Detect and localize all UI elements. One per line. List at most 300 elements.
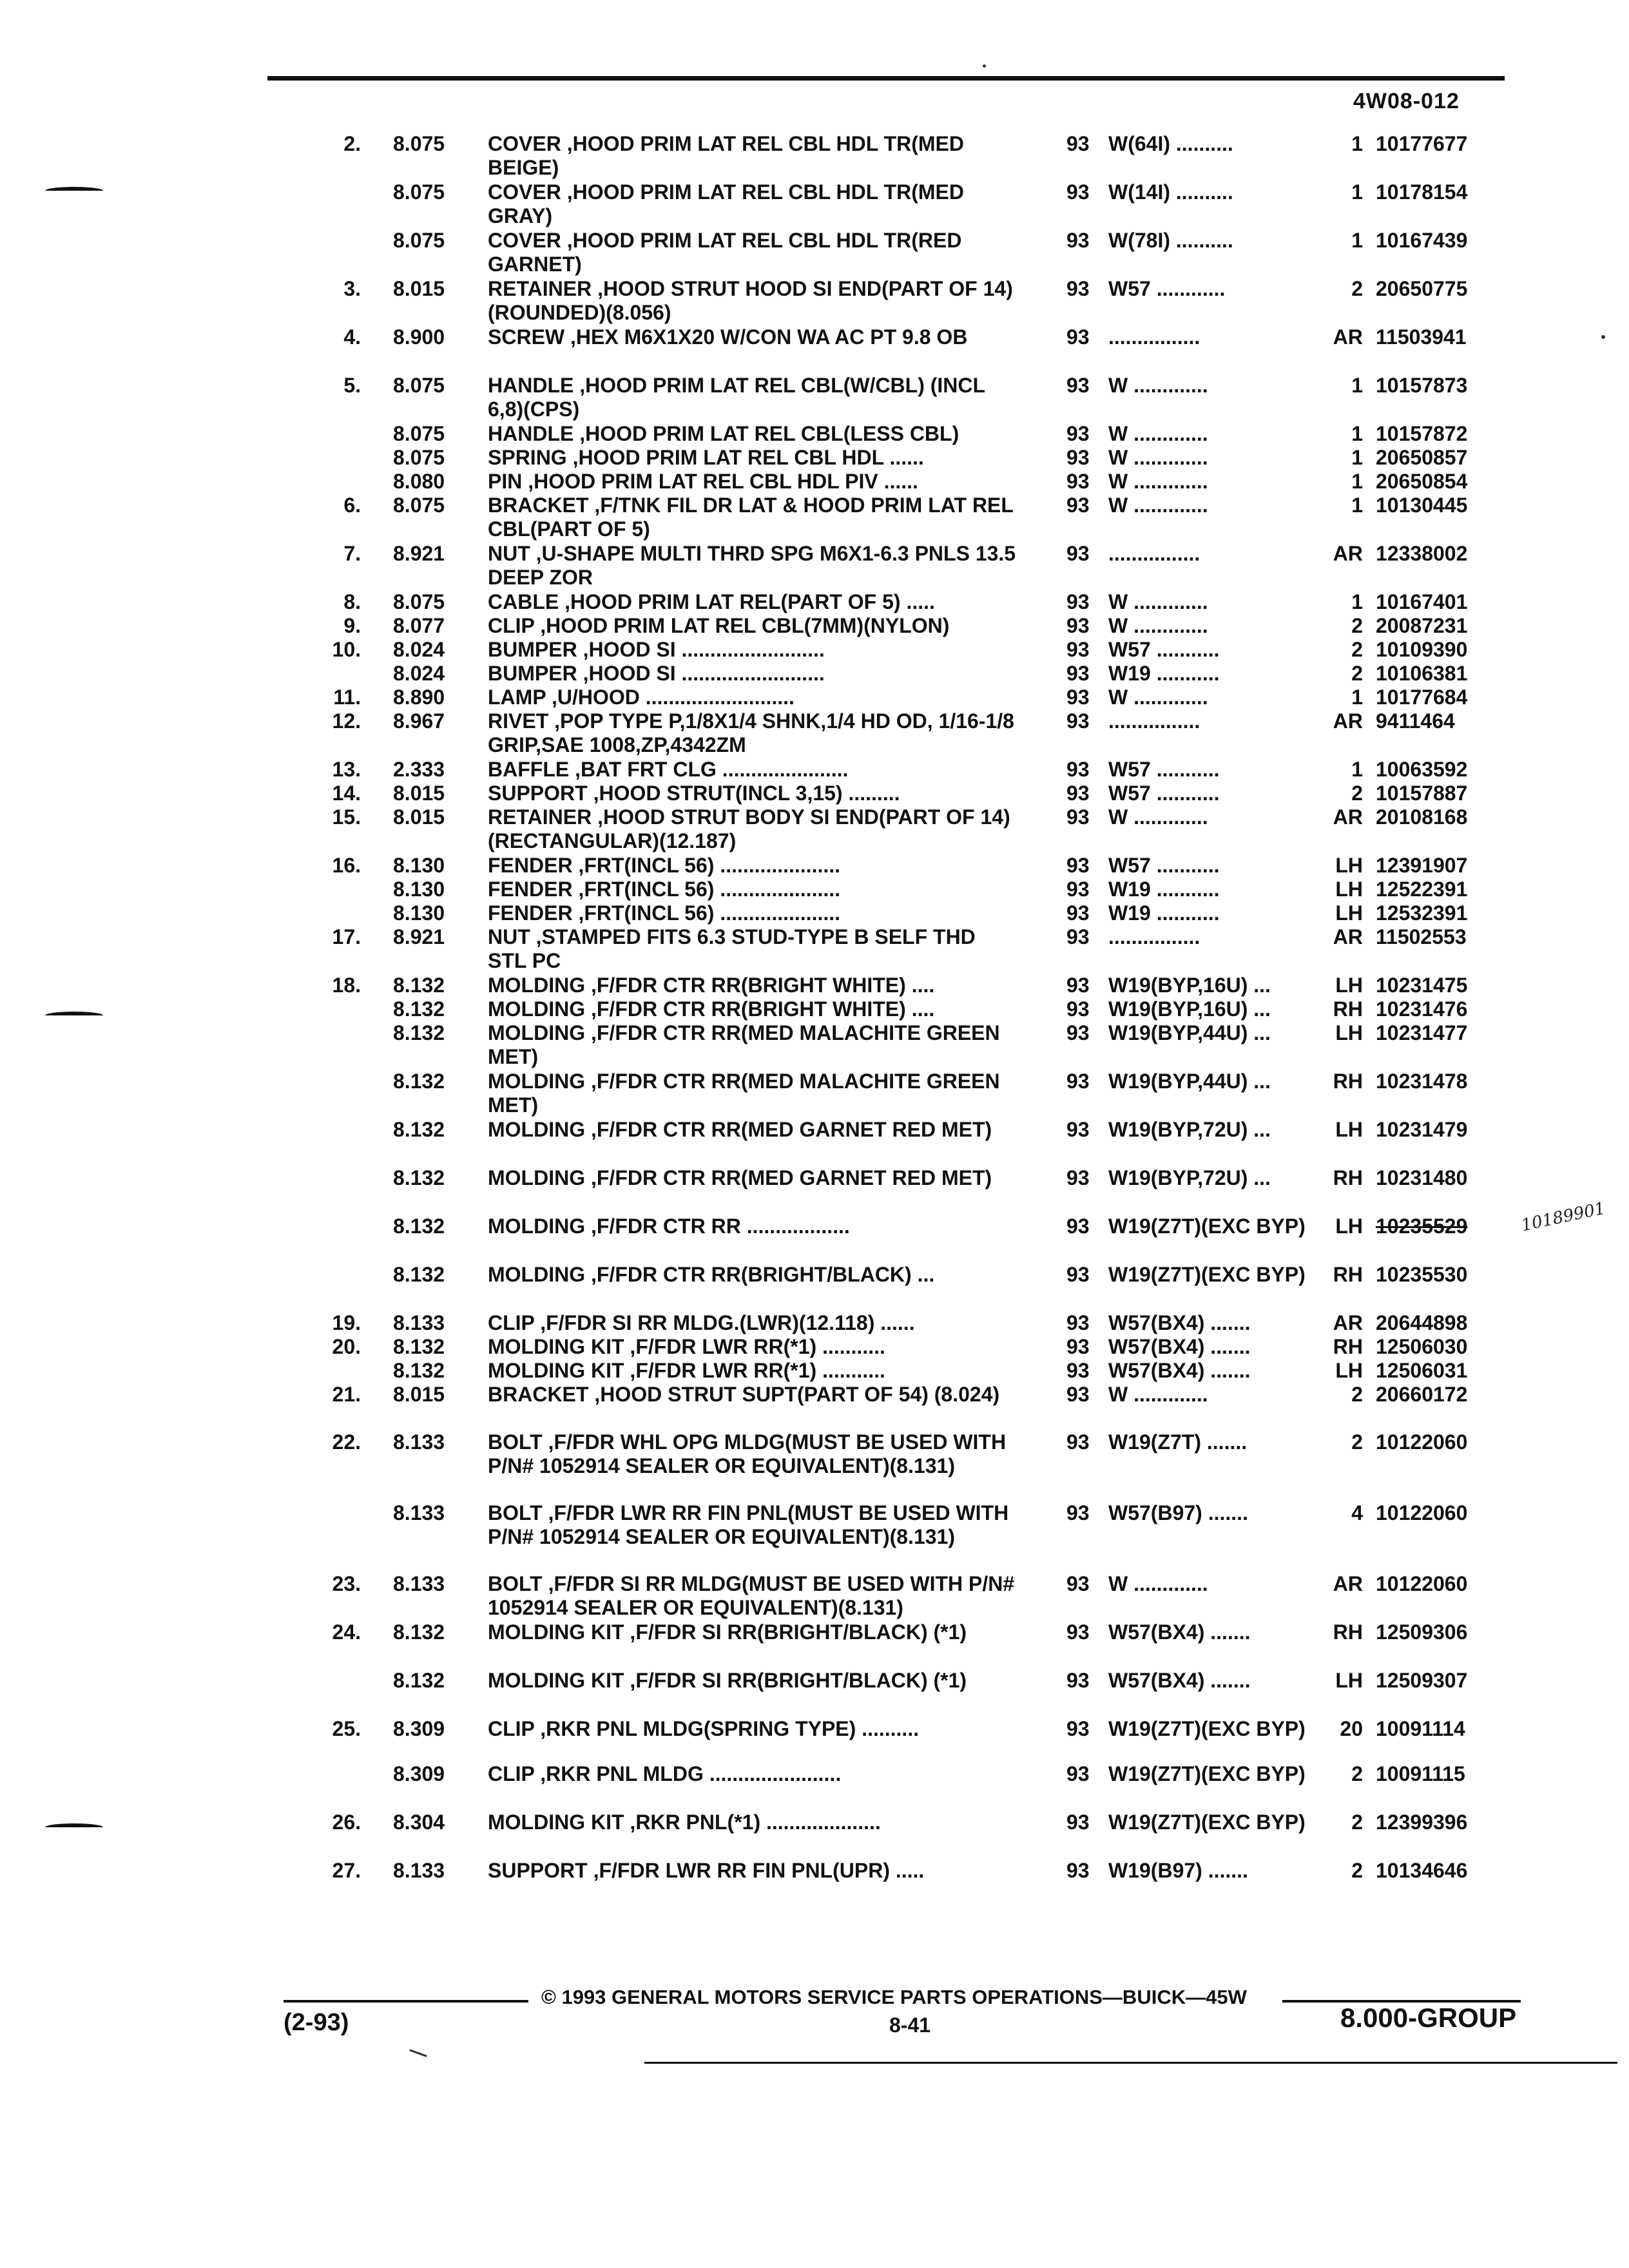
group-number: 8.024 xyxy=(393,662,445,685)
body-code: ................ xyxy=(1108,925,1200,948)
part-number: 11503941 xyxy=(1376,325,1467,349)
quantity: 1 xyxy=(1351,686,1363,709)
part-description xyxy=(488,1263,1016,1287)
model-year: 93 xyxy=(1066,1021,1090,1044)
part-name: BRACKET xyxy=(488,1383,589,1406)
footer-group: 8.000-GROUP xyxy=(1340,2003,1517,2033)
part-name: RETAINER xyxy=(488,805,592,829)
part-number: 12506030 xyxy=(1376,1335,1468,1358)
group-number: 8.132 xyxy=(393,1166,445,1189)
quantity: 1 xyxy=(1351,470,1363,493)
part-number: 10231477 xyxy=(1376,1021,1468,1044)
model-year: 93 xyxy=(1066,1118,1090,1141)
body-code: W19(Z7T)(EXC BYP) xyxy=(1108,1762,1306,1785)
group-number: 8.132 xyxy=(393,997,445,1021)
body-code: W57 ............ xyxy=(1108,277,1226,300)
page-number: 8-41 xyxy=(889,2013,931,2037)
model-year: 93 xyxy=(1066,542,1090,565)
group-number: 8.075 xyxy=(393,374,445,397)
model-year: 93 xyxy=(1066,709,1090,733)
group-number: 8.075 xyxy=(393,180,445,204)
part-detail: ,HOOD PRIM LAT REL CBL(W/CBL) (INCL 6,8)(CPS) xyxy=(488,374,985,421)
quantity: 1 xyxy=(1351,590,1363,613)
model-year: 93 xyxy=(1066,470,1090,493)
body-code: W19(Z7T)(EXC BYP) xyxy=(1108,1215,1306,1238)
part-number: 20108168 xyxy=(1376,805,1468,829)
group-number: 8.132 xyxy=(393,1359,445,1382)
model-year: 93 xyxy=(1066,374,1090,397)
part-detail: ,HEX M6X1X20 W/CON WA AC PT 9.8 OB xyxy=(570,325,968,349)
part-description xyxy=(488,782,1016,805)
quantity: 1 xyxy=(1351,758,1363,781)
bottom-rule xyxy=(644,2062,1617,2064)
group-number: 8.075 xyxy=(393,422,445,445)
part-name: BUMPER xyxy=(488,662,577,685)
group-number: 8.130 xyxy=(393,901,445,925)
part-detail: ,FRT(INCL 56) ..................... xyxy=(578,854,841,877)
item-number: 15. xyxy=(332,805,361,829)
group-number: 8.130 xyxy=(393,878,445,901)
body-code: W(14I) .......... xyxy=(1108,180,1233,204)
body-code: W19(BYP,44U) ... xyxy=(1108,1070,1271,1093)
part-number: 20650857 xyxy=(1376,446,1468,469)
group-number: 8.133 xyxy=(393,1311,445,1334)
part-description xyxy=(488,638,1016,662)
item-number: 4. xyxy=(343,325,361,349)
model-year: 93 xyxy=(1066,1166,1090,1189)
body-code: W19(Z7T)(EXC BYP) xyxy=(1108,1717,1306,1740)
body-code: W57(BX4) ....... xyxy=(1108,1620,1251,1644)
quantity: 1 xyxy=(1351,180,1363,204)
part-detail: ,HOOD STRUT HOOD SI END(PART OF 14)(ROUNDED)(8.056) xyxy=(488,277,1013,324)
quantity: 2 xyxy=(1351,614,1363,637)
part-number: 10231478 xyxy=(1376,1070,1468,1093)
model-year: 93 xyxy=(1066,805,1090,829)
handwritten-correction: 10189901 xyxy=(1519,1198,1607,1236)
part-detail: ,HOOD SI ......................... xyxy=(583,638,825,661)
quantity: AR xyxy=(1333,542,1363,565)
group-number: 8.132 xyxy=(393,1118,445,1141)
part-number: 10122060 xyxy=(1376,1572,1468,1595)
part-description xyxy=(488,878,1016,901)
item-number: 9. xyxy=(343,614,361,637)
part-number: 10177677 xyxy=(1376,132,1468,155)
part-detail: ,HOOD PRIM LAT REL CBL HDL PIV ...... xyxy=(528,470,918,493)
body-code: W57 ........... xyxy=(1108,782,1220,805)
part-description xyxy=(488,974,1016,997)
doc-id: 4W08-012 xyxy=(1353,89,1460,113)
binder-hole-mark xyxy=(45,1823,103,1831)
part-description xyxy=(488,229,1016,276)
body-code: W19(BYP,72U) ... xyxy=(1108,1166,1271,1189)
part-number: 10231476 xyxy=(1376,997,1468,1021)
part-detail: ,HOOD STRUT(INCL 3,15) ......... xyxy=(593,782,900,805)
quantity: AR xyxy=(1333,709,1363,733)
quantity: 4 xyxy=(1351,1501,1363,1524)
quantity: LH xyxy=(1335,974,1363,997)
part-detail: ,F/FDR WHL OPG MLDG(MUST BE USED WITH P/N# 1052914 SEALER OR EQUIVALENT)(8.131) xyxy=(488,1430,1007,1477)
quantity: LH xyxy=(1335,1359,1363,1382)
quantity: RH xyxy=(1333,997,1363,1021)
part-description xyxy=(488,590,1016,614)
part-name: MOLDING KIT xyxy=(488,1811,624,1834)
part-name: MOLDING xyxy=(488,974,586,997)
group-number: 8.075 xyxy=(393,494,445,517)
part-detail: ,FRT(INCL 56) ..................... xyxy=(578,878,841,901)
body-code: W57 ........... xyxy=(1108,854,1220,877)
part-name: MOLDING KIT xyxy=(488,1620,624,1644)
part-detail: ,HOOD PRIM LAT REL CBL HDL TR(MED GRAY) xyxy=(488,180,964,227)
part-detail: ,F/FDR CTR RR(MED GARNET RED MET) xyxy=(590,1166,992,1189)
item-number: 18. xyxy=(332,974,361,997)
body-code: W19(BYP,44U) ... xyxy=(1108,1021,1271,1044)
part-name: COVER xyxy=(488,180,561,204)
group-number: 8.133 xyxy=(393,1859,445,1882)
part-number: 10178154 xyxy=(1376,180,1468,204)
part-name: RETAINER xyxy=(488,277,592,300)
group-number: 8.921 xyxy=(393,925,445,948)
part-description xyxy=(488,542,1016,590)
body-code: W19(BYP,16U) ... xyxy=(1108,974,1271,997)
part-number: 10106381 xyxy=(1376,662,1468,685)
group-number: 8.133 xyxy=(393,1501,445,1524)
part-number: 20087231 xyxy=(1376,614,1468,637)
part-number: 10235530 xyxy=(1376,1263,1468,1286)
model-year: 93 xyxy=(1066,854,1090,877)
quantity: RH xyxy=(1333,1070,1363,1093)
quantity: AR xyxy=(1333,1311,1363,1334)
part-description xyxy=(488,446,1016,470)
part-description xyxy=(488,1620,1016,1644)
part-detail: ,HOOD PRIM LAT REL CBL HDL TR(MED BEIGE) xyxy=(488,132,964,179)
part-description xyxy=(488,854,1016,878)
body-code: W19(Z7T)(EXC BYP) xyxy=(1108,1263,1306,1286)
group-number: 8.075 xyxy=(393,446,445,469)
footer-rule-left xyxy=(284,2000,528,2003)
part-name: NUT xyxy=(488,925,530,948)
group-number: 8.309 xyxy=(393,1717,445,1740)
part-description xyxy=(488,1021,1016,1069)
quantity: LH xyxy=(1335,1215,1363,1238)
footer-date: (2-93) xyxy=(284,2009,349,2036)
body-code: W19 ........... xyxy=(1108,662,1220,685)
group-number: 8.132 xyxy=(393,1620,445,1644)
part-description xyxy=(488,1335,1016,1359)
part-description xyxy=(488,901,1016,925)
part-name: SCREW xyxy=(488,325,565,349)
part-detail: ,F/FDR LWR RR(*1) ........... xyxy=(630,1359,885,1382)
part-number: 12509307 xyxy=(1376,1669,1468,1692)
model-year: 93 xyxy=(1066,1762,1090,1785)
part-name: CLIP xyxy=(488,1311,535,1334)
part-description xyxy=(488,1070,1016,1117)
body-code: W57(BX4) ....... xyxy=(1108,1359,1251,1382)
group-number: 8.075 xyxy=(393,132,445,155)
speck xyxy=(983,64,986,68)
model-year: 93 xyxy=(1066,974,1090,997)
quantity: AR xyxy=(1333,925,1363,948)
part-detail: ,U-SHAPE MULTI THRD SPG M6X1-6.3 PNLS 13.5 DEEP ZOR xyxy=(488,542,1016,589)
part-detail: ,HOOD PRIM LAT REL CBL HDL ...... xyxy=(572,446,924,469)
quantity: 2 xyxy=(1351,1859,1363,1882)
part-number: 9411464 xyxy=(1376,709,1455,733)
body-code: W ............. xyxy=(1108,1572,1208,1595)
part-number: 10109390 xyxy=(1376,638,1468,661)
item-number: 12. xyxy=(332,709,361,733)
part-number: 20650854 xyxy=(1376,470,1468,493)
item-number: 27. xyxy=(332,1859,361,1882)
model-year: 93 xyxy=(1066,325,1090,349)
model-year: 93 xyxy=(1066,1669,1090,1692)
part-description xyxy=(488,1430,1016,1478)
part-name: SUPPORT xyxy=(488,1859,588,1882)
part-detail: ,F/FDR CTR RR(MED GARNET RED MET) xyxy=(590,1118,992,1141)
part-description xyxy=(488,925,1016,973)
body-code: W ............. xyxy=(1108,374,1208,397)
model-year: 93 xyxy=(1066,1620,1090,1644)
part-detail: ,POP TYPE P,1/8X1/4 SHNK,1/4 HD OD, 1/16-1/8 GRIP,SAE 1008,ZP,4342ZM xyxy=(488,709,1014,756)
model-year: 93 xyxy=(1066,494,1090,517)
part-name: BRACKET xyxy=(488,494,589,517)
part-description xyxy=(488,1762,1016,1786)
part-number: 10177684 xyxy=(1376,686,1468,709)
part-number: 10231480 xyxy=(1376,1166,1468,1189)
part-description xyxy=(488,1669,1016,1693)
group-number: 8.890 xyxy=(393,686,445,709)
part-detail: ,F/FDR CTR RR .................. xyxy=(590,1215,850,1238)
part-number: 10157872 xyxy=(1376,422,1468,445)
body-code: W ............. xyxy=(1108,590,1208,613)
body-code: W57 ........... xyxy=(1108,638,1220,661)
body-code: ................ xyxy=(1108,709,1200,733)
part-description xyxy=(488,997,1016,1021)
part-description xyxy=(488,709,1016,757)
item-number: 8. xyxy=(343,590,361,613)
quantity: 2 xyxy=(1351,662,1363,685)
quantity: LH xyxy=(1335,1669,1363,1692)
part-description xyxy=(488,494,1016,541)
model-year: 93 xyxy=(1066,758,1090,781)
part-number: 10231479 xyxy=(1376,1118,1468,1141)
model-year: 93 xyxy=(1066,1070,1090,1093)
part-name: FENDER xyxy=(488,901,573,925)
body-code: W19(Z7T)(EXC BYP) xyxy=(1108,1811,1306,1834)
part-name: BOLT xyxy=(488,1430,543,1454)
group-number: 8.304 xyxy=(393,1811,445,1834)
part-name: BOLT xyxy=(488,1572,543,1595)
part-number: 10235529 xyxy=(1376,1215,1468,1238)
quantity: 2 xyxy=(1351,1430,1363,1454)
part-name: COVER xyxy=(488,132,561,155)
group-number: 8.132 xyxy=(393,1070,445,1093)
binder-hole-mark xyxy=(45,187,103,195)
part-description xyxy=(488,758,1016,782)
part-name: SUPPORT xyxy=(488,782,588,805)
part-detail: ,HOOD STRUT SUPT(PART OF 54) (8.024) xyxy=(594,1383,1000,1406)
group-number: 8.921 xyxy=(393,542,445,565)
group-number: 8.080 xyxy=(393,470,445,493)
model-year: 93 xyxy=(1066,590,1090,613)
part-detail: ,HOOD SI ......................... xyxy=(583,662,825,685)
item-number: 10. xyxy=(332,638,361,661)
binder-hole-mark xyxy=(45,1012,103,1019)
part-number: 12391907 xyxy=(1376,854,1468,877)
quantity: 1 xyxy=(1351,494,1363,517)
part-detail: ,RKR PNL(*1) .................... xyxy=(630,1811,881,1834)
part-number: 10122060 xyxy=(1376,1501,1468,1524)
part-detail: ,RKR PNL MLDG ....................... xyxy=(540,1762,842,1785)
part-description xyxy=(488,1359,1016,1383)
part-name: LAMP xyxy=(488,686,546,709)
part-number: 10091114 xyxy=(1376,1717,1465,1740)
part-number: 10231475 xyxy=(1376,974,1468,997)
part-name: HANDLE xyxy=(488,374,574,397)
model-year: 93 xyxy=(1066,1572,1090,1595)
quantity: 2 xyxy=(1351,277,1363,300)
pen-mark xyxy=(409,2049,427,2057)
group-number: 8.132 xyxy=(393,1215,445,1238)
group-number: 8.132 xyxy=(393,1669,445,1692)
body-code: W19(B97) ....... xyxy=(1108,1859,1248,1882)
part-description xyxy=(488,1501,1016,1549)
part-description xyxy=(488,470,1016,494)
body-code: W19 ........... xyxy=(1108,878,1220,901)
group-number: 8.015 xyxy=(393,782,445,805)
item-number: 25. xyxy=(332,1717,361,1740)
quantity: LH xyxy=(1335,1021,1363,1044)
model-year: 93 xyxy=(1066,925,1090,948)
quantity: RH xyxy=(1333,1335,1363,1358)
part-number: 20660172 xyxy=(1376,1383,1468,1406)
quantity: LH xyxy=(1335,854,1363,877)
body-code: W19(BYP,72U) ... xyxy=(1108,1118,1271,1141)
item-number: 21. xyxy=(332,1383,361,1406)
quantity: 1 xyxy=(1351,132,1363,155)
body-code: W ............. xyxy=(1108,1383,1208,1406)
model-year: 93 xyxy=(1066,1501,1090,1524)
model-year: 93 xyxy=(1066,1215,1090,1238)
part-name: MOLDING KIT xyxy=(488,1669,624,1692)
part-detail: ,F/FDR LWR RR FIN PNL(MUST BE USED WITH P/N# 1052914 SEALER OR EQUIVALENT)(8.131) xyxy=(488,1501,1009,1548)
item-number: 6. xyxy=(343,494,361,517)
part-description xyxy=(488,180,1016,228)
part-number: 12338002 xyxy=(1376,542,1468,565)
part-number: 10134646 xyxy=(1376,1859,1468,1882)
model-year: 93 xyxy=(1066,229,1090,252)
body-code: W57(BX4) ....... xyxy=(1108,1311,1251,1334)
body-code: W ............. xyxy=(1108,422,1208,445)
part-detail: ,F/FDR CTR RR(MED MALACHITE GREEN MET) xyxy=(488,1021,1000,1068)
part-description xyxy=(488,422,1016,446)
body-code: ................ xyxy=(1108,325,1200,349)
part-detail: ,HOOD PRIM LAT REL CBL HDL TR(RED GARNET) xyxy=(488,229,962,276)
group-number: 8.075 xyxy=(393,590,445,613)
part-description xyxy=(488,374,1016,421)
part-number: 10063592 xyxy=(1376,758,1468,781)
part-name: CLIP xyxy=(488,1762,535,1785)
model-year: 93 xyxy=(1066,1430,1090,1454)
part-description xyxy=(488,1166,1016,1190)
part-detail: ,HOOD PRIM LAT REL CBL(LESS CBL) xyxy=(579,422,959,445)
item-number: 17. xyxy=(332,925,361,948)
part-name: BOLT xyxy=(488,1501,543,1524)
quantity: RH xyxy=(1333,1263,1363,1286)
model-year: 93 xyxy=(1066,1811,1090,1834)
model-year: 93 xyxy=(1066,662,1090,685)
quantity: 2 xyxy=(1351,782,1363,805)
part-detail: ,U/HOOD .......................... xyxy=(551,686,795,709)
part-name: BAFFLE xyxy=(488,758,570,781)
item-number: 19. xyxy=(332,1311,361,1334)
part-detail: ,F/TNK FIL DR LAT & HOOD PRIM LAT REL CBL(PART OF 5) xyxy=(488,494,1014,541)
group-number: 8.130 xyxy=(393,854,445,877)
group-number: 8.024 xyxy=(393,638,445,661)
part-description xyxy=(488,132,1016,180)
body-code: W ............. xyxy=(1108,686,1208,709)
part-detail: ,F/FDR CTR RR(BRIGHT WHITE) .... xyxy=(590,997,935,1021)
part-name: CABLE xyxy=(488,590,559,613)
part-detail: ,F/FDR CTR RR(MED MALACHITE GREEN MET) xyxy=(488,1070,1000,1117)
part-detail: ,FRT(INCL 56) ..................... xyxy=(578,901,841,925)
part-name: MOLDING xyxy=(488,1215,586,1238)
part-name: BUMPER xyxy=(488,638,577,661)
quantity: 20 xyxy=(1340,1717,1363,1740)
part-description xyxy=(488,1572,1016,1620)
part-number: 10157887 xyxy=(1376,782,1468,805)
part-name: MOLDING xyxy=(488,1118,586,1141)
item-number: 3. xyxy=(343,277,361,300)
body-code: W(64I) .......... xyxy=(1108,132,1233,155)
part-number: 20644898 xyxy=(1376,1311,1468,1334)
item-number: 5. xyxy=(343,374,361,397)
quantity: 1 xyxy=(1351,229,1363,252)
part-description xyxy=(488,1717,1016,1741)
part-description xyxy=(488,1811,1016,1834)
model-year: 93 xyxy=(1066,422,1090,445)
part-detail: ,HOOD STRUT BODY SI END(PART OF 14)(RECTANGULAR)(12.187) xyxy=(488,805,1010,852)
group-number: 8.075 xyxy=(393,229,445,252)
part-number: 11502553 xyxy=(1376,925,1467,948)
body-code: W57(BX4) ....... xyxy=(1108,1335,1251,1358)
part-detail: ,HOOD PRIM LAT REL CBL(7MM)(NYLON) xyxy=(540,614,950,637)
part-number: 10167401 xyxy=(1376,590,1468,613)
quantity: 2 xyxy=(1351,638,1363,661)
part-detail: ,BAT FRT CLG ...................... xyxy=(575,758,849,781)
body-code: W57(BX4) ....... xyxy=(1108,1669,1251,1692)
part-detail: ,F/FDR CTR RR(BRIGHT WHITE) .... xyxy=(590,974,935,997)
model-year: 93 xyxy=(1066,997,1090,1021)
part-detail: ,HOOD PRIM LAT REL(PART OF 5) ..... xyxy=(564,590,935,613)
part-name: MOLDING KIT xyxy=(488,1335,624,1358)
part-detail: ,F/FDR SI RR(BRIGHT/BLACK) (*1) xyxy=(630,1620,967,1644)
quantity: LH xyxy=(1335,878,1363,901)
quantity: RH xyxy=(1333,1620,1363,1644)
quantity: 2 xyxy=(1351,1762,1363,1785)
top-rule xyxy=(267,76,1505,81)
part-number: 12522391 xyxy=(1376,878,1468,901)
part-name: MOLDING xyxy=(488,1070,586,1093)
part-number: 10157873 xyxy=(1376,374,1468,397)
model-year: 93 xyxy=(1066,1335,1090,1358)
quantity: AR xyxy=(1333,805,1363,829)
group-number: 2.333 xyxy=(393,758,445,781)
body-code: W19(BYP,16U) ... xyxy=(1108,997,1271,1021)
model-year: 93 xyxy=(1066,686,1090,709)
part-name: HANDLE xyxy=(488,422,574,445)
part-detail: ,F/FDR SI RR MLDG(MUST BE USED WITH P/N# 1052914 SEALER OR EQUIVALENT)(8.131) xyxy=(488,1572,1015,1619)
quantity: 1 xyxy=(1351,446,1363,469)
model-year: 93 xyxy=(1066,1263,1090,1286)
